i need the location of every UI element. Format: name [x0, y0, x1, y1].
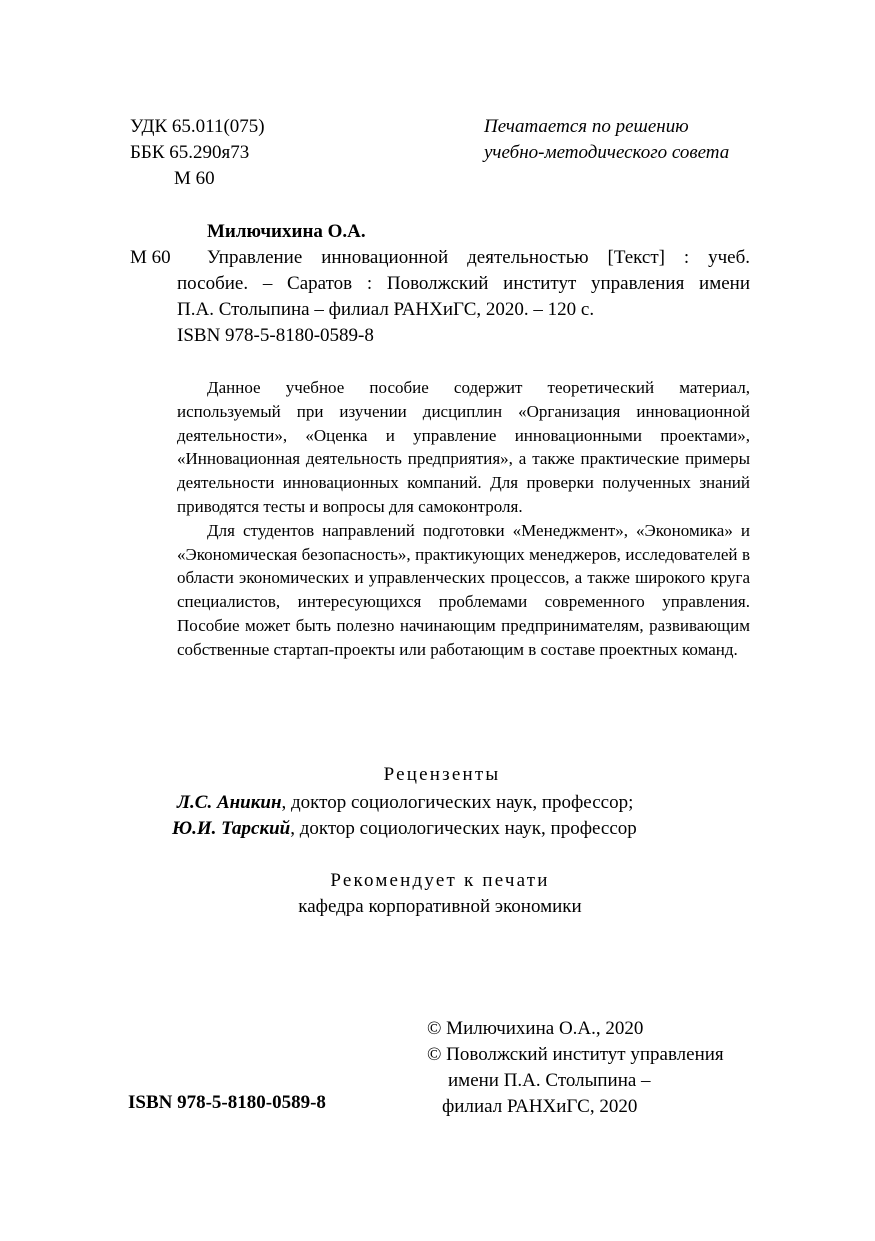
copyright-line4: филиал РАНХиГС, 2020	[442, 1096, 638, 1117]
annotation-paragraph-2: Для студентов направлений подготовки «Менеджмент», «Экономика» и «Экономическая безопасность», практикующих менеджеров, исследователей в области экономических и управленческих процессов, а также широкого круга специалистов, интересующихся проблемами современного управления. Пособие может быть полезно начинающим предпринимателям, развивающим собственные стартап-проекты или работающим в составе проектных команд.	[177, 520, 750, 659]
bib-line3: П.А. Столыпина – филиал РАНХиГС, 2020. – 120 с.	[177, 299, 595, 320]
author-code: М 60	[174, 168, 215, 189]
reviewer-2-name: Ю.И. Тарский	[172, 818, 291, 839]
reviewer-2-desc: , доктор социологических наук, профессор	[290, 818, 637, 839]
recommendation-department-text: кафедра корпоративной экономики	[298, 896, 582, 917]
copyright-line2: © Поволжский институт управления	[427, 1044, 724, 1065]
reviewer-1-name: Л.С. Аникин	[177, 792, 282, 813]
bib-isbn: ISBN 978-5-8180-0589-8	[177, 325, 374, 346]
bib-line1-wrap	[207, 245, 750, 271]
author-heading: Милючихина О.А.	[207, 221, 366, 242]
reviewer-1	[177, 790, 633, 816]
reviewers-heading-text: Рецензенты	[383, 764, 501, 785]
udk-code: УДК 65.011(075)	[130, 116, 265, 137]
reviewers-heading	[0, 762, 875, 788]
bib-line1: Управление инновационной деятельностью [Текст] : учеб.	[207, 247, 750, 268]
recommendation-heading-text: Рекомендует к печати	[330, 870, 550, 891]
isbn-footer: ISBN 978-5-8180-0589-8	[128, 1092, 326, 1113]
bbk-code: ББК 65.290я73	[130, 142, 250, 163]
copyright-line1: © Милючихина О.А., 2020	[427, 1018, 644, 1039]
recommendation-heading	[0, 868, 875, 894]
annotation-paragraph-1: Данное учебное пособие содержит теоретический материал, используемый при изучении дисциплин «Организация инновационной деятельности», «Оценка и управление инновационными проектами», «Инновационная деятельность предприятия», а также практические примеры деятельности инновационных компаний. Для проверки полученных знаний приводятся тесты и вопросы для самоконтроля.	[177, 378, 750, 516]
print-decision-line2: учебно-методического совета	[484, 142, 730, 163]
annotation	[177, 376, 750, 662]
copyright-line3: имени П.А. Столыпина –	[448, 1070, 651, 1091]
bib-line2: пособие. – Саратов : Поволжский институт управления имени	[177, 273, 750, 294]
bib-line2-wrap	[177, 271, 750, 297]
bib-code-mark: М 60	[130, 247, 171, 268]
recommendation-department	[0, 894, 875, 920]
print-decision-line1: Печатается по решению	[484, 116, 689, 137]
reviewer-1-desc: , доктор социологических наук, профессор;	[281, 792, 634, 813]
reviewer-2	[172, 816, 637, 842]
